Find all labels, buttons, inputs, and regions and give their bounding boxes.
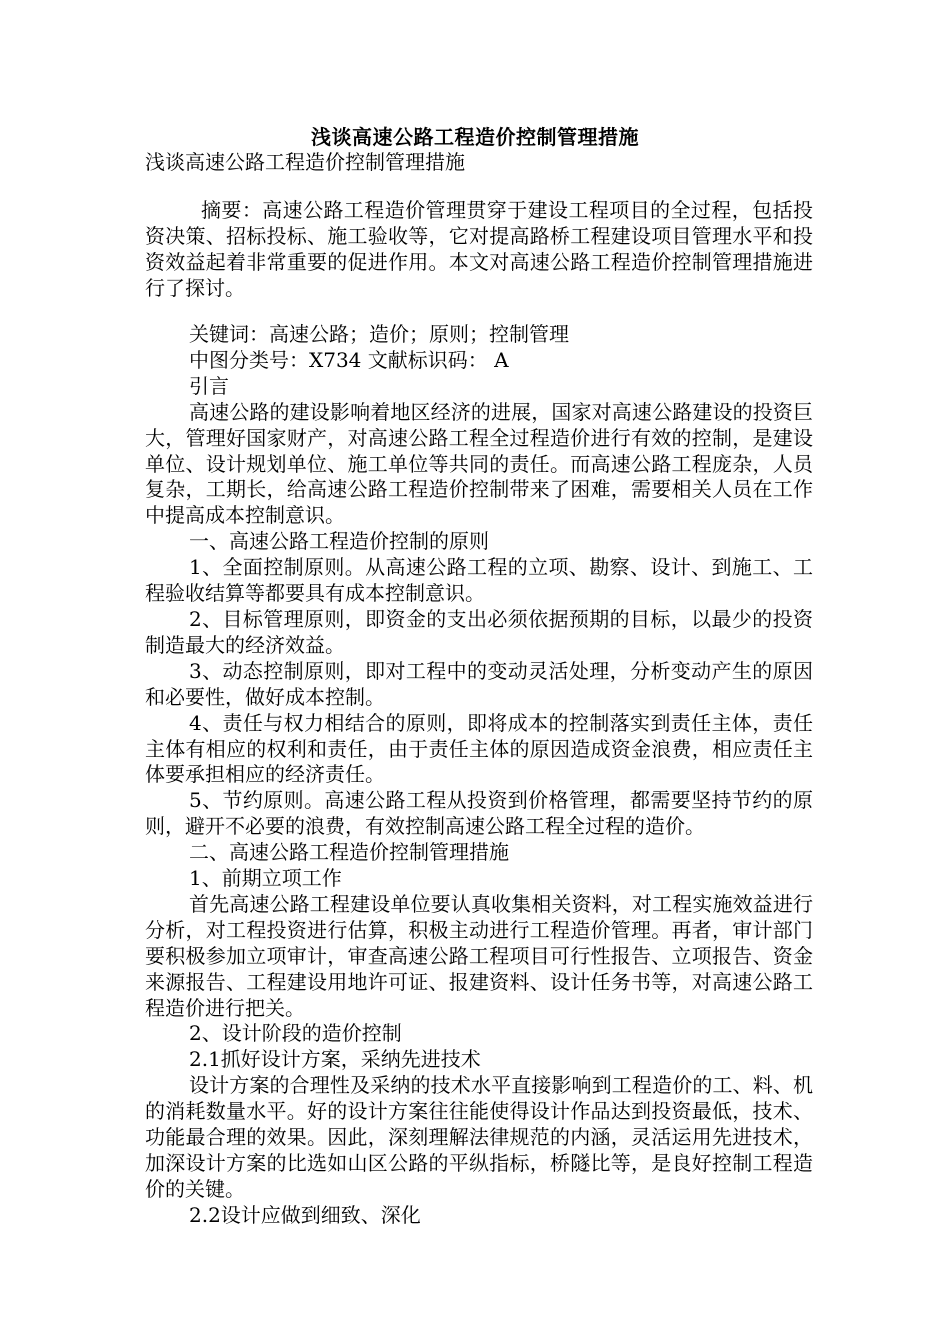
section-heading-principles: 一、高速公路工程造价控制的原则 [189,529,489,554]
subheading-project-approval: 1、前期立项工作 [189,866,342,891]
subheading-design-stage: 2、设计阶段的造价控制 [189,1021,402,1046]
paragraph-principle-4: 4、责任与权力相结合的原则，即将成本的控制落实到责任主体，责任主体有相应的权利和责任，由于责任主体的原因造成资金浪费，相应责任主体要承担相应的经济责任。 [145,710,813,787]
subheading-design-detail: 2.2设计应做到细致、深化 [189,1202,421,1227]
classification-line: 中图分类号：X734 文献标识码： A [189,347,509,372]
paragraph-principle-2: 2、目标管理原则，即资金的支出必须依据预期的目标，以最少的投资制造最大的经济效益。 [145,606,813,657]
paragraph-principle-3: 3、动态控制原则，即对工程中的变动灵活处理，分析变动产生的原因和必要性，做好成本控制。 [145,658,813,709]
document-title: 浅谈高速公路工程造价控制管理措施 [311,125,639,149]
subheading-design-plan: 2.1抓好设计方案，采纳先进技术 [189,1047,481,1072]
abstract-text: 摘要：高速公路工程造价管理贯穿于建设工程项目的全过程，包括投资决策、招标投标、施工验收等，它对提高路桥工程建设项目管理水平和投资效益起着非常重要的促进作用。本文对高速公路工程造价控制管理措施进行了探讨。 [145,198,813,300]
abstract-section [145,198,813,302]
paragraph-project-approval: 首先高速公路工程建设单位要认真收集相关资料，对工程实施效益进行分析，对工程投资进行估算，积极主动进行工程造价管理。再者，审计部门要积极参加立项审计，审查高速公路工程项目可行性报告、立项报告、资金来源报告、工程建设用地许可证、报建资料、设计任务书等，对高速公路工程造价进行把关。 [145,891,813,1020]
document-subtitle [145,150,813,176]
section-heading-introduction: 引言 [189,373,229,398]
paragraph-design-plan: 设计方案的合理性及采纳的技术水平直接影响到工程造价的工、料、机的消耗数量水平。好的设计方案往往能使得设计作品达到投资最低，技术、功能最合理的效果。因此，深刻理解法律规范的内涵，灵活运用先进技术，加深设计方案的比选如山区公路的平纵指标，桥隧比等，是良好控制工程造价的关键。 [145,1073,813,1201]
paragraph-introduction: 高速公路的建设影响着地区经济的进展，国家对高速公路建设的投资巨大，管理好国家财产，对高速公路工程全过程造价进行有效的控制，是建设单位、设计规划单位、施工单位等共同的责任。而高速公路工程庞杂，人员复杂，工期长，给高速公路工程造价控制带来了困难，需要相关人员在工作中提高成本控制意识。 [145,399,813,528]
paragraph-principle-5: 5、节约原则。高速公路工程从投资到价格管理，都需要坚持节约的原则，避开不必要的浪费，有效控制高速公路工程全过程的造价。 [145,788,813,839]
subtitle-text: 浅谈高速公路工程造价控制管理措施 [145,150,465,174]
section-heading-measures: 二、高速公路工程造价控制管理措施 [189,840,509,865]
body-section [145,322,813,1229]
paragraph-principle-1: 1、全面控制原则。从高速公路工程的立项、勘察、设计、到施工、工程验收结算等都要具有成本控制意识。 [145,555,813,606]
keywords-line: 关键词：高速公路；造价；原则；控制管理 [189,322,569,346]
